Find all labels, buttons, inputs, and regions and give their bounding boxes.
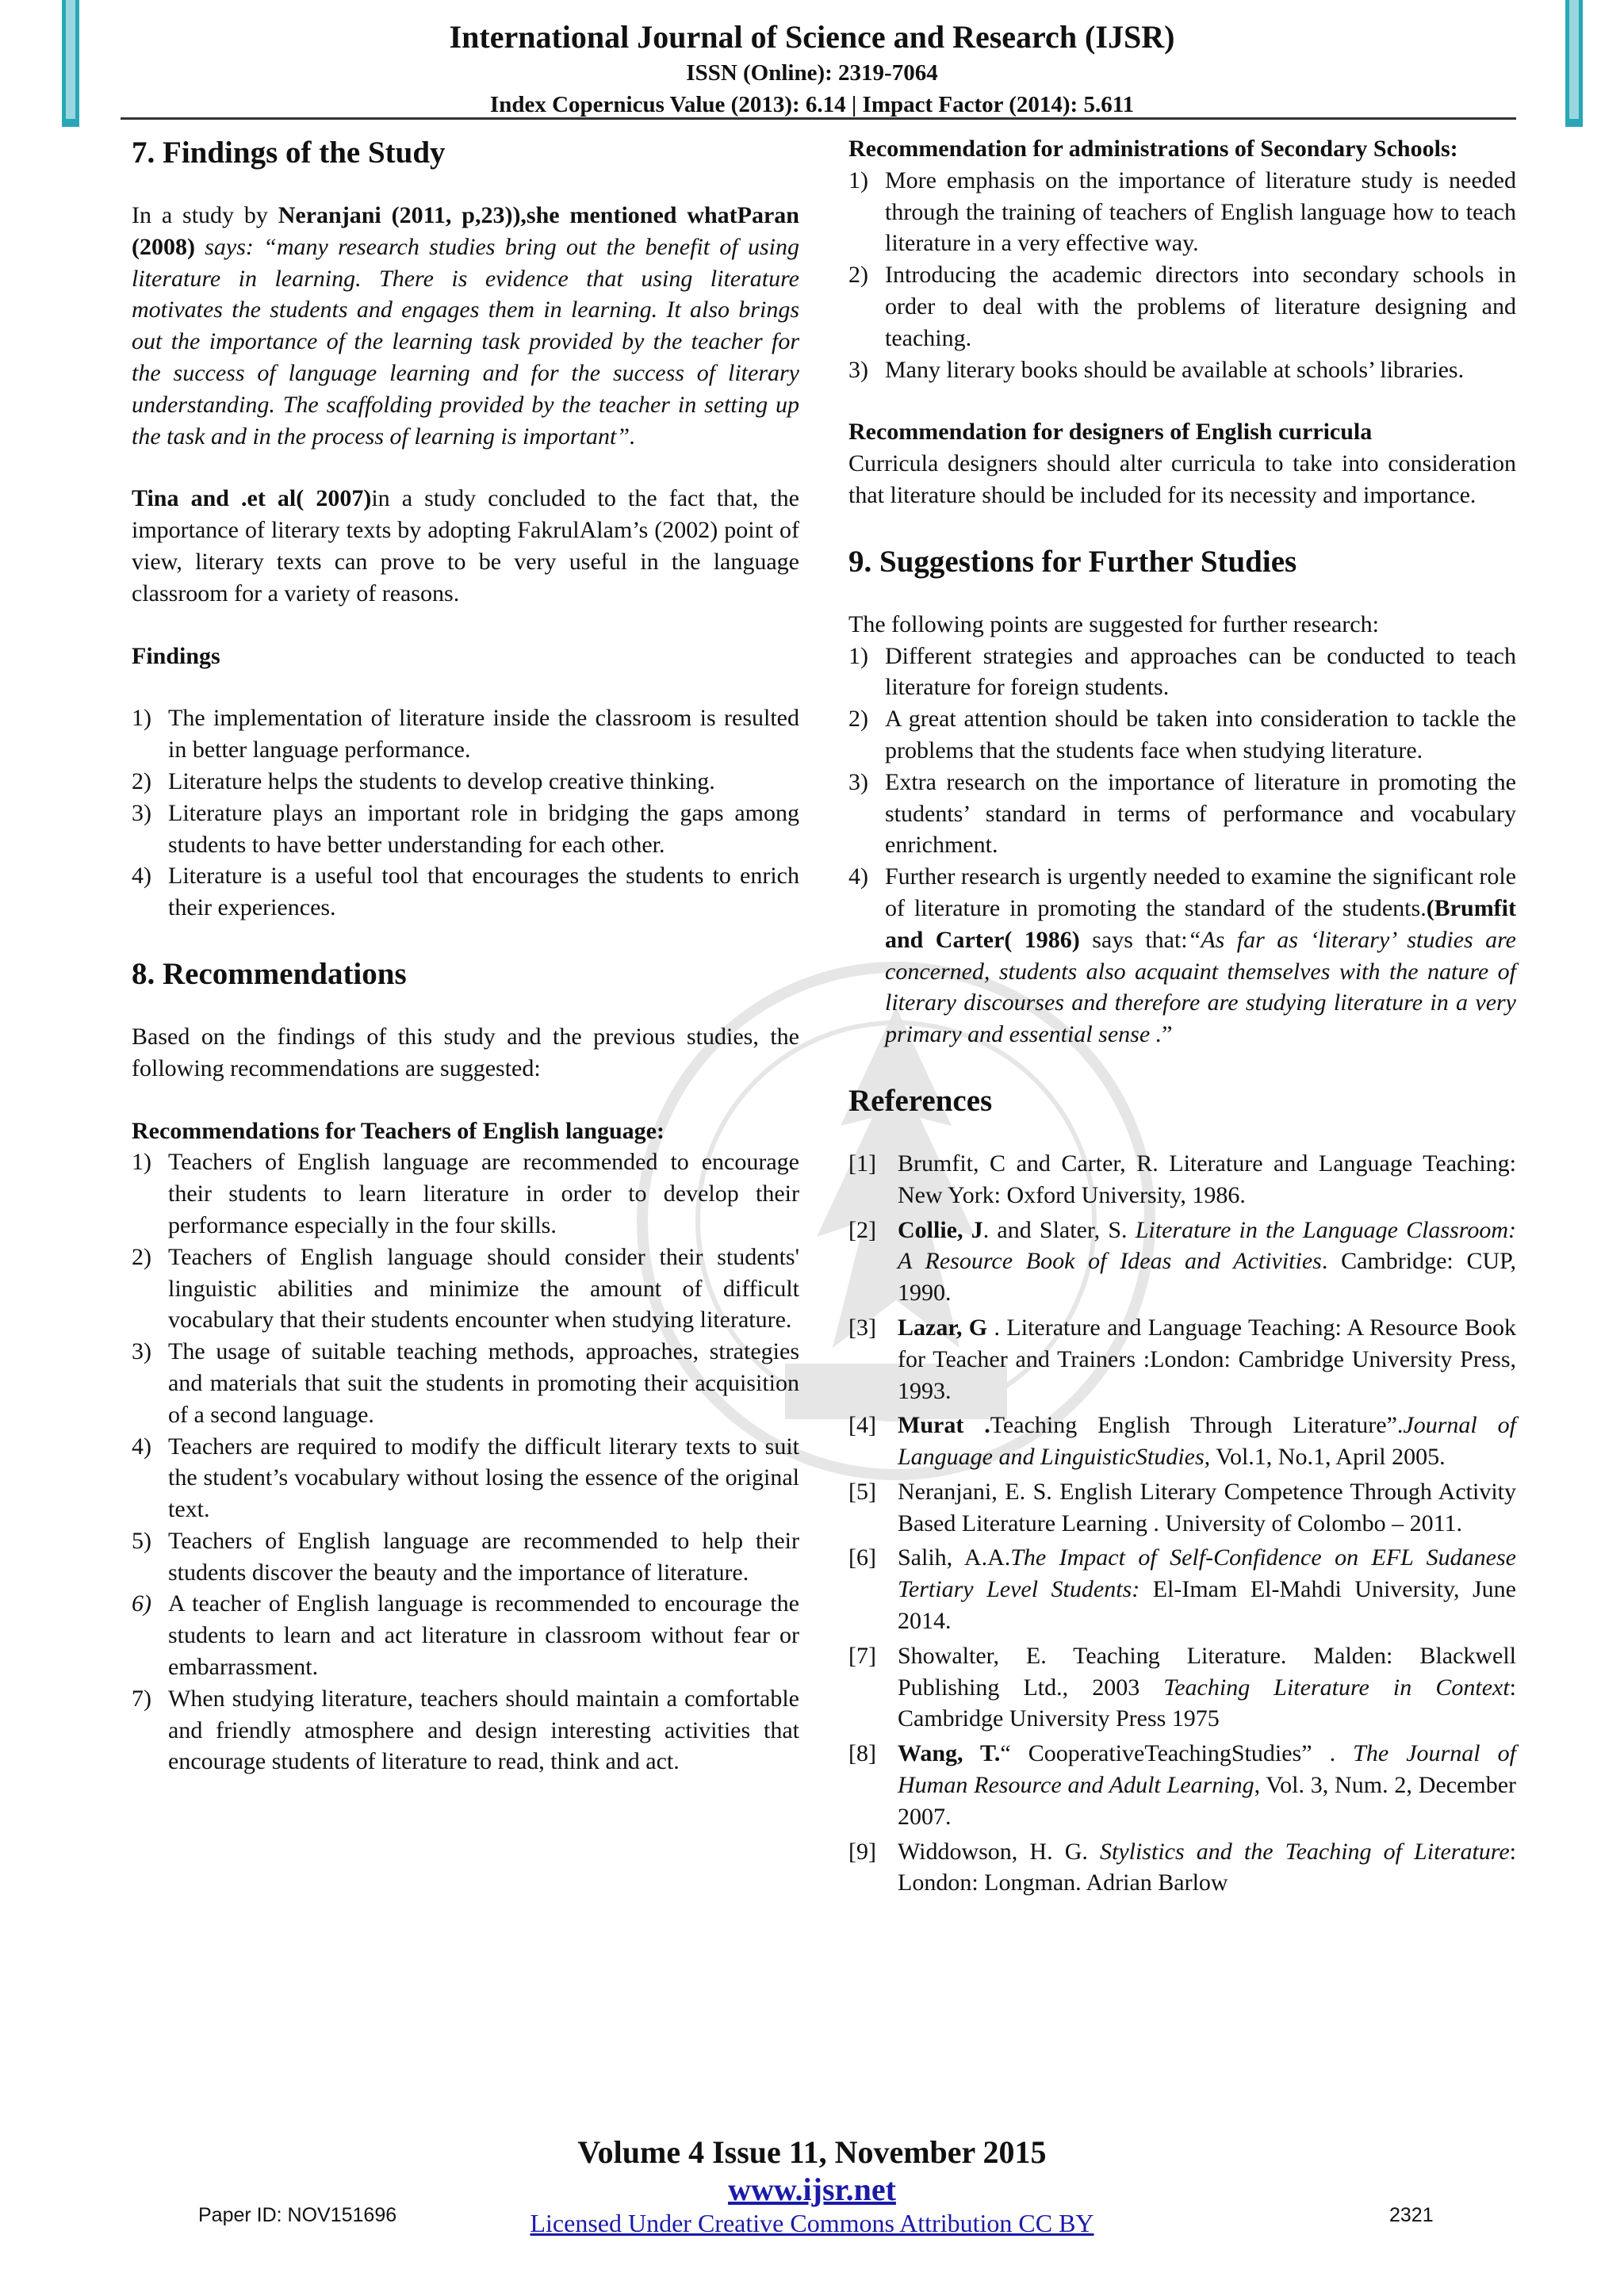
left-column (132, 133, 799, 1808)
ref-text (898, 1312, 1516, 1406)
p1-authors: Neranjani (2011, p,23)),she mentioned whatParan (2008) (132, 202, 799, 260)
reference-item (848, 1836, 1516, 1900)
ref-part: , Vol. 3, Num. 2, December 2007. (898, 1772, 1517, 1830)
item-text: Many literary books should be available at schools’ libraries. (885, 356, 1465, 383)
ref-part: : Cambridge University Press 1975 (898, 1674, 1516, 1732)
ref-author: Showalter, E. Teaching Literature. Malden: Blackwell Publishing Ltd., 2003 (898, 1642, 1516, 1701)
ref-text (898, 1542, 1516, 1636)
item-number: 3) (132, 1338, 151, 1365)
p2-text: in a study concluded to the fact that, the importance of literary texts by adopting FakrulAlam’s (2002) point of view, literary texts can prove to be very useful in the language classroom for a variety of reasons. (132, 485, 799, 607)
ref-number: [5] (848, 1478, 876, 1505)
ref-number: [6] (848, 1544, 876, 1571)
item-number: 1) (132, 1149, 151, 1176)
admin-heading: Recommendation for administrations of Secondary Schools: (848, 136, 1458, 162)
item-text: A great attention should be taken into consideration to tackle the problems that the students face when studying literature. (885, 706, 1516, 763)
item-text: Extra research on the importance of literature in promoting the students’ standard in terms of performance and vocabulary enrichment. (885, 768, 1516, 859)
item-text: Literature plays an important role in bridging the gaps among students to have better understanding for each other. (168, 799, 799, 858)
sug4-citation: (Brumfit and Carter( 1986) (885, 894, 1516, 953)
reference-item (848, 1312, 1516, 1406)
list-item (132, 1683, 799, 1777)
ref-part: “ CooperativeTeachingStudies” . (1000, 1740, 1354, 1767)
item-number: 1) (848, 166, 868, 193)
list-item (132, 1146, 799, 1241)
ref-number: [7] (848, 1642, 876, 1669)
sug4-text: Further research is urgently needed to examine the significant role of literature in promoting the standard of the students. (885, 863, 1516, 921)
ref-part: Teaching English Through Literature”. (990, 1412, 1404, 1439)
curricula-heading: Recommendation for designers of English curricula (848, 419, 1373, 446)
admin-list (848, 165, 1516, 386)
item-number: 1) (132, 705, 151, 732)
item-text: More emphasis on the importance of literature study is needed through the training of teachers of English language how to teach literature in a very effective way. (885, 166, 1516, 257)
item-text: Teachers of English language should consider their students' linguistic abilities and minimize the amount of difficult vocabulary that their students encounter when studying literature. (168, 1243, 799, 1334)
p2-authors: Tina and .et al( 2007) (132, 485, 372, 512)
ref-text: Brumfit, C and Carter, R. Literature and Language Teaching: New York: Oxford University, 1986. (898, 1150, 1516, 1208)
ref-number: [2] (848, 1216, 876, 1243)
p1-quote: says: “many research studies bring out the benefit of using literature in learning. There is evidence that using literature motivates the students and engages them in learning. It also brings out the importance of the learning task provided by the teacher for the success of language learning and for the success of literary understanding. The scaffolding provided by the teacher in setting up the task and in the process of learning is important”. (132, 233, 799, 450)
page-number: 2321 (1389, 2204, 1434, 2226)
index-line: Index Copernicus Value (2013): 6.14 | Impact Factor (2014): 5.611 (489, 92, 1135, 117)
license-link[interactable]: Licensed Under Creative Commons Attribution CC BY (530, 2209, 1094, 2237)
item-text: A teacher of English language is recommended to encourage the students to learn and act literature in classroom without fear or embarrassment. (168, 1590, 799, 1681)
list-item (848, 767, 1516, 861)
section-8-title: 8. Recommendations (132, 956, 407, 991)
findings-list (132, 702, 799, 924)
list-item (132, 1525, 799, 1589)
sug4-close-quote: ” (1162, 1021, 1173, 1048)
section-7-title: 7. Findings of the Study (132, 136, 446, 170)
list-item (848, 354, 1516, 386)
ref-text (898, 1410, 1516, 1473)
ref-text: Neranjani, E. S. English Literary Competence Through Activity Based Literature Learning . University of Colombo – 2011. (898, 1478, 1516, 1536)
ref-text (898, 1738, 1516, 1832)
reference-item (848, 1738, 1516, 1832)
reference-item (848, 1410, 1516, 1473)
ref-text (898, 1836, 1516, 1900)
findings-heading: Findings (132, 642, 220, 669)
ref-part: Vol.1, No.1, April 2005. (1210, 1444, 1446, 1471)
ref-author: Lazar, G (898, 1314, 988, 1341)
ref-number: [9] (848, 1838, 876, 1865)
item-number: 4) (848, 863, 868, 890)
reference-item (848, 1148, 1516, 1211)
header-rule (121, 117, 1516, 120)
item-number: 4) (132, 863, 151, 890)
item-number: 3) (848, 768, 868, 795)
ref-text (898, 1640, 1516, 1735)
references-list (848, 1148, 1516, 1899)
ref-author: Salih, A.A. (898, 1544, 1011, 1571)
item-text: Teachers of English language are recommended to help their students discover the beauty and the importance of literature. (168, 1527, 799, 1586)
ref-title: Journal of Language and LinguisticStudies, (898, 1412, 1516, 1471)
ref-author: Collie, J (898, 1216, 983, 1243)
suggestions-list (848, 641, 1516, 1050)
list-item (132, 766, 799, 798)
ref-author: Widdowson, H. G. (898, 1838, 1100, 1865)
ref-number: [1] (848, 1150, 876, 1177)
item-number: 2) (132, 1243, 151, 1270)
ref-part: . Cambridge: CUP, 1990. (898, 1248, 1516, 1307)
ref-author: Wang, T. (898, 1740, 1001, 1767)
list-item (132, 702, 799, 766)
item-number: 2) (132, 767, 151, 794)
ref-title: Teaching Literature in Context (1163, 1674, 1510, 1701)
reference-item (848, 1640, 1516, 1735)
item-number: 6) (132, 1590, 151, 1617)
reference-item (848, 1542, 1516, 1636)
item-number: 7) (132, 1685, 151, 1712)
reference-item (848, 1215, 1516, 1309)
ref-number: [4] (848, 1412, 876, 1439)
sug4-says: says that: (1079, 926, 1188, 953)
item-text: Teachers are required to modify the difficult literary texts to suit the student’s vocabulary without losing the essence of the original text. (168, 1433, 799, 1523)
ref-author: Murat . (898, 1412, 990, 1439)
sug4-quote: “As far as ‘literary’ studies are concerned, students also acquaint themselves with the nature of literary discourses and therefore are studying literature in a very primary and essential sense . (885, 926, 1516, 1048)
right-column (848, 133, 1516, 1902)
item-text (885, 861, 1516, 1050)
list-item (132, 860, 799, 924)
section-9-title: 9. Suggestions for Further Studies (848, 544, 1297, 579)
ref-part: . Literature and Language Teaching: A Resource Book for Teacher and Trainers :London: Cambridge University Press, 1993. (898, 1314, 1516, 1404)
item-text: The implementation of literature inside the classroom is resulted in better language performance. (168, 705, 799, 763)
item-number: 2) (848, 706, 868, 733)
findings-paragraph-2 (132, 483, 799, 609)
journal-title: International Journal of Science and Research (IJSR) (449, 19, 1175, 55)
paper-id: Paper ID: NOV151696 (198, 2204, 397, 2226)
ref-text (898, 1215, 1516, 1309)
suggestions-intro: The following points are suggested for further research: (848, 610, 1379, 637)
item-text: Literature helps the students to develop creative thinking. (168, 767, 715, 794)
ref-title: Stylistics and the Teaching of Literature (1099, 1838, 1510, 1865)
ref-part: El-Imam El-Mahdi University, June 2014. (898, 1576, 1516, 1635)
list-item (848, 861, 1516, 1050)
list-item (132, 1336, 799, 1430)
item-number: 1) (848, 642, 868, 669)
ref-title: Literature in the Language Classroom: A Resource Book of Ideas and Activities (898, 1216, 1516, 1275)
p1-lead: In a study by (132, 202, 278, 228)
journal-url-link[interactable]: www.ijsr.net (728, 2172, 896, 2207)
ref-title: The Journal of Human Resource and Adult Learning (898, 1740, 1516, 1799)
ref-part: . and Slater, S. (982, 1216, 1136, 1243)
item-number: 2) (848, 262, 868, 289)
item-number: 4) (132, 1433, 151, 1460)
list-item (848, 703, 1516, 767)
list-item (132, 1431, 799, 1525)
item-text: The usage of suitable teaching methods, approaches, strategies and materials that suit the students in promoting their acquisition of a second language. (168, 1338, 799, 1428)
item-text: Different strategies and approaches can be conducted to teach literature for foreign students. (885, 642, 1516, 701)
ref-title: The Impact of Self-Confidence on EFL Sudanese Tertiary Level Students: (898, 1544, 1516, 1603)
volume-line: Volume 4 Issue 11, November 2015 (577, 2134, 1047, 2170)
item-text: Introducing the academic directors into secondary schools in order to deal with the problems of literature designing and teaching. (885, 262, 1516, 351)
reference-item (848, 1476, 1516, 1540)
findings-paragraph-1 (132, 200, 799, 452)
teachers-list (132, 1146, 799, 1777)
list-item (848, 165, 1516, 259)
curricula-text: Curricula designers should alter curricula to take into consideration that literature should be included for its necessity and importance. (848, 450, 1516, 508)
list-item (848, 259, 1516, 354)
issn-line: ISSN (Online): 2319-7064 (686, 60, 938, 86)
references-title: References (848, 1083, 993, 1118)
ref-number: [8] (848, 1740, 876, 1767)
item-text: When studying literature, teachers should maintain a comfortable and friendly atmosphere and design interesting activities that encourage students of literature to read, think and act. (168, 1685, 799, 1775)
list-item (132, 798, 799, 861)
ref-number: [3] (848, 1314, 876, 1341)
list-item (132, 1588, 799, 1682)
list-item (132, 1242, 799, 1336)
page-header (0, 17, 1624, 121)
ref-part: : London: Longman. Adrian Barlow (898, 1838, 1517, 1896)
item-text: Literature is a useful tool that encourages the students to enrich their experiences. (168, 863, 799, 921)
item-number: 3) (848, 356, 868, 383)
item-text: Teachers of English language are recommended to encourage their students to learn literature in order to develop their performance especially in the four skills. (168, 1149, 799, 1238)
recommendations-intro: Based on the findings of this study and the previous studies, the following recommendations are suggested: (132, 1023, 799, 1081)
item-number: 5) (132, 1527, 151, 1554)
teachers-heading: Recommendations for Teachers of English language: (132, 1117, 665, 1144)
list-item (848, 641, 1516, 704)
item-number: 3) (132, 799, 151, 826)
